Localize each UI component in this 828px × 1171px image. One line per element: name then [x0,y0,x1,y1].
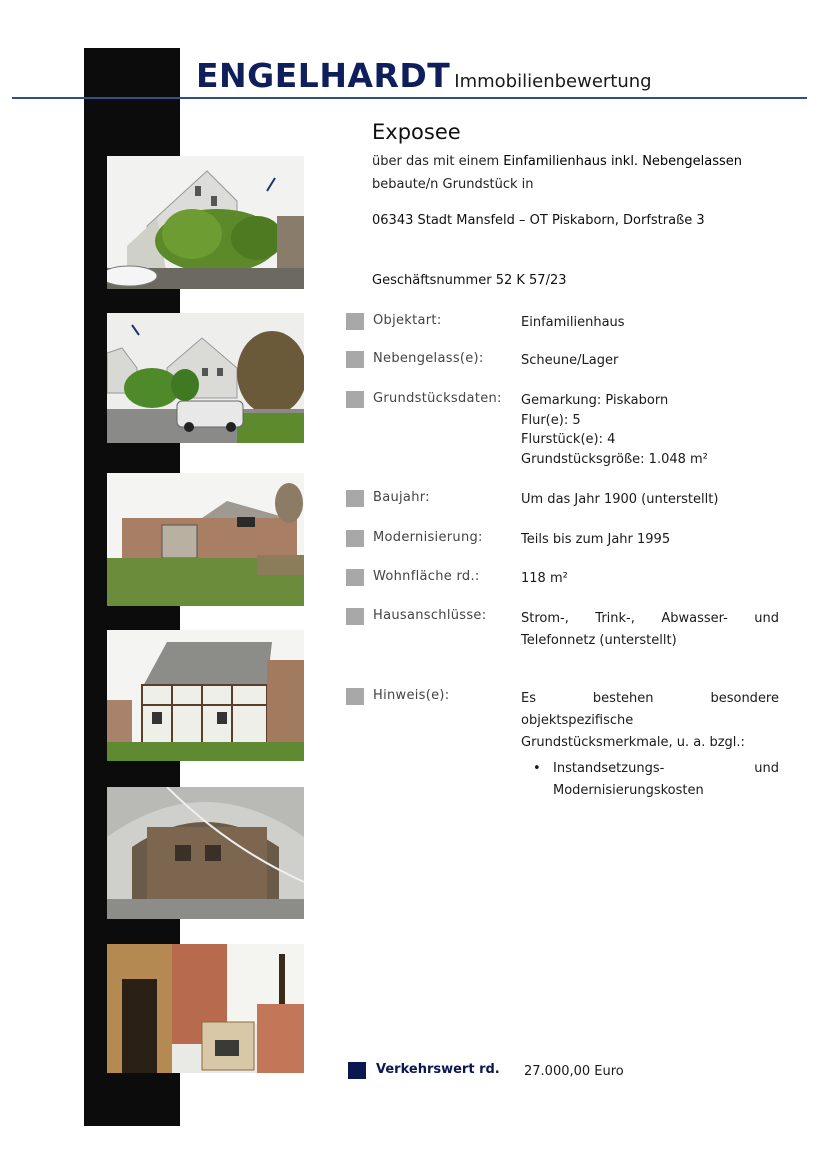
expose-title: Exposee [372,120,461,144]
row-marker [346,530,364,547]
row-hausanschluesse [346,608,786,650]
row-marker [346,313,364,330]
photo-barn-yard [107,473,304,606]
photo-half-timbered-house [107,630,304,761]
row-value: Um das Jahr 1900 (unterstellt) [521,492,719,507]
intro-object-type: Einfamilienhaus inkl. Nebengelassen [503,154,743,169]
row-baujahr [346,490,786,510]
row-value [521,688,779,802]
row-label: Nebengelass(e): [373,351,484,366]
photo-street-view-car [107,313,304,443]
row-objektart [346,313,786,333]
flur: Flur(e): 5 [521,412,581,428]
row-marker [346,391,364,408]
row-verkehrswert [346,1062,786,1082]
row-marker [346,688,364,705]
photo-vaulted-cellar [107,787,304,919]
verkehrswert-value: 27.000,00 Euro [524,1064,624,1079]
row-label: Hausanschlüsse: [373,608,487,623]
gemarkung: Gemarkung: Piskaborn [521,393,669,408]
row-marker [346,569,364,586]
row-marker [348,1062,366,1079]
photo-interior-stove [107,944,304,1073]
row-marker [346,351,364,368]
flurstueck: Flurstück(e): 4 [521,432,616,447]
brand-subtitle: Immobilienbewertung [454,71,652,92]
property-address: 06343 Stadt Mansfeld – OT Piskaborn, Dorfstraße 3 [372,213,705,228]
row-label: Hinweis(e): [373,688,450,703]
row-marker [346,608,364,625]
header-rule [12,97,807,99]
row-value: Scheune/Lager [521,353,619,368]
verkehrswert-label: Verkehrswert rd. [376,1062,500,1077]
row-nebengelass [346,351,786,371]
row-label: Objektart: [373,313,442,328]
row-marker [346,490,364,507]
photo-house-front-hedge [107,156,304,289]
case-number: Geschäftsnummer 52 K 57/23 [372,273,567,288]
intro-prefix: über das mit einem [372,154,504,169]
row-modernisierung [346,530,786,550]
row-value: 118 m² [521,571,568,586]
row-value: Einfamilienhaus [521,315,625,330]
intro-line2: bebaute/n Grundstück in [372,177,534,192]
expose-intro [372,150,792,196]
hinweis-bullet: • Instandsetzungs- und Modernisierungskosten [521,758,779,802]
row-label: Grundstücksdaten: [373,391,502,406]
row-value: Strom-, Trink-, Abwasser- und Telefonnetz (unterstellt) [521,611,779,648]
row-label: Baujahr: [373,490,430,505]
hinweis-text: Es bestehen besondere objektspezifische Grundstücksmerkmale, u. a. bzgl.: [521,691,779,750]
row-value: Teils bis zum Jahr 1995 [521,532,671,547]
row-wohnflaeche [346,569,786,589]
grundstuecksgroesse: Grundstücksgröße: 1.048 m² [521,451,708,467]
row-grundstuecksdaten [346,391,786,471]
brand-name: ENGELHARDT [196,56,451,95]
brand-logo [196,56,652,95]
row-hinweise [346,688,786,798]
row-label: Wohnfläche rd.: [373,569,480,584]
row-value [521,391,779,469]
row-label: Modernisierung: [373,530,483,545]
